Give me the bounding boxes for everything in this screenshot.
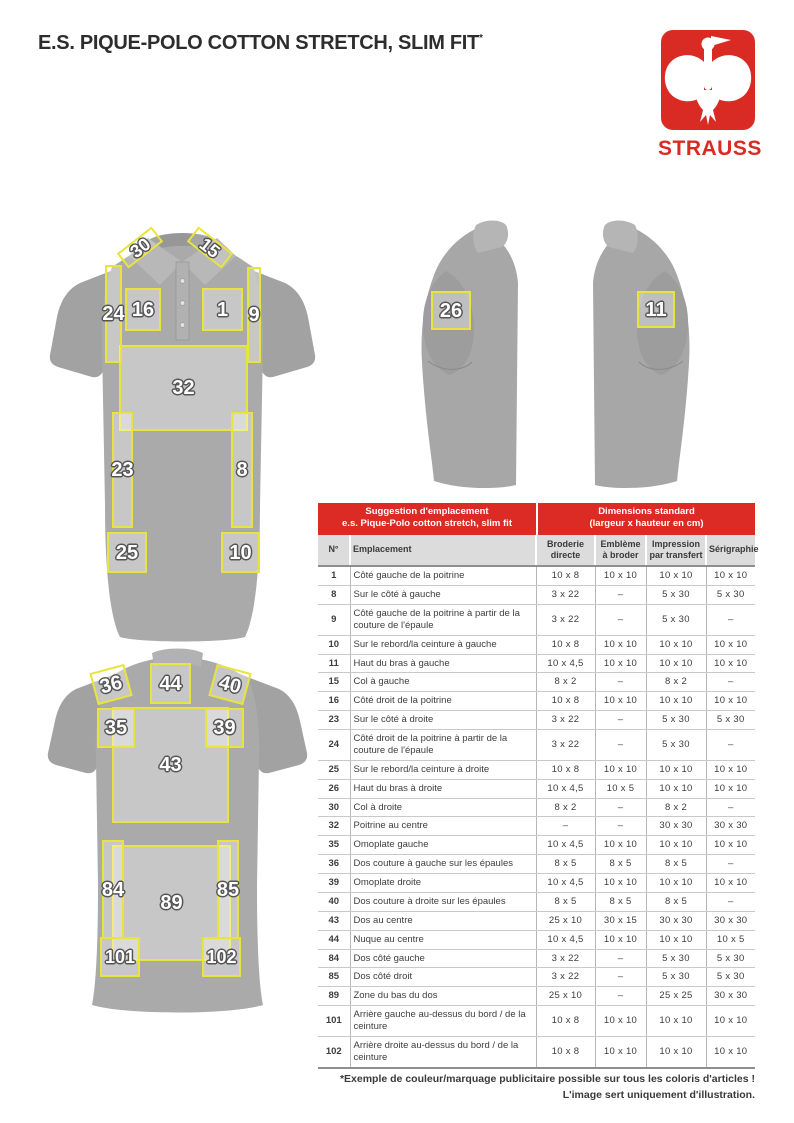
cell-impression: 10 x 10 — [646, 1006, 706, 1037]
cell-impression: 10 x 10 — [646, 566, 706, 585]
cell-impression: 8 x 2 — [646, 798, 706, 817]
cell-number: 44 — [318, 930, 350, 949]
cell-broderie: 3 x 22 — [536, 586, 595, 605]
cell-embleme: 10 x 10 — [595, 654, 646, 673]
cell-serigraphie: 5 x 30 — [706, 968, 755, 987]
cell-emplacement: Côté droit de la poitrine à partir de la couture de l'épaule — [350, 730, 536, 761]
cell-embleme: 10 x 10 — [595, 760, 646, 779]
placement-zone-chest-box-left — [125, 288, 161, 331]
placement-number: 84 — [101, 878, 125, 901]
table-header-placement-line1: Suggestion d'emplacement — [365, 506, 489, 517]
placement-number: 25 — [115, 541, 139, 564]
table-row — [318, 692, 755, 711]
cell-emplacement: Arrière gauche au-dessus du bord / de la ceinture — [350, 1006, 536, 1037]
cell-emplacement: Omoplate droite — [350, 874, 536, 893]
cell-serigraphie: 10 x 10 — [706, 1036, 755, 1067]
table-row — [318, 760, 755, 779]
placement-number: 39 — [213, 717, 236, 739]
table-header-placement-line2: e.s. Pique-Polo cotton stretch, slim fit — [342, 518, 512, 530]
cell-emplacement: Col à droite — [350, 798, 536, 817]
cell-emplacement: Poitrine au centre — [350, 817, 536, 836]
cell-broderie: 10 x 4,5 — [536, 930, 595, 949]
cell-emplacement: Sur le rebord/la ceinture à gauche — [350, 635, 536, 654]
cell-number: 84 — [318, 949, 350, 968]
placement-number: 24 — [102, 303, 125, 325]
cell-number: 9 — [318, 604, 350, 635]
cell-embleme: 30 x 15 — [595, 911, 646, 930]
cell-broderie: 3 x 22 — [536, 949, 595, 968]
cell-impression: 10 x 10 — [646, 635, 706, 654]
cell-emplacement: Dos côté gauche — [350, 949, 536, 968]
footer-note — [340, 1072, 755, 1104]
placement-number: 101 — [104, 947, 136, 967]
table-row — [318, 711, 755, 730]
placement-number: 40 — [216, 670, 244, 699]
cell-impression: 30 x 30 — [646, 911, 706, 930]
placement-number: 1 — [216, 298, 229, 321]
cell-embleme: 8 x 5 — [595, 892, 646, 911]
table-row — [318, 779, 755, 798]
table-row — [318, 892, 755, 911]
placement-number: 9 — [248, 304, 260, 326]
cell-impression: 8 x 5 — [646, 892, 706, 911]
placement-number: 44 — [159, 672, 182, 695]
cell-broderie: 10 x 8 — [536, 692, 595, 711]
cell-serigraphie: 10 x 10 — [706, 654, 755, 673]
cell-impression: 25 x 25 — [646, 987, 706, 1006]
cell-broderie: 10 x 8 — [536, 635, 595, 654]
cell-number: 85 — [318, 968, 350, 987]
placement-zone-shoulder-blade-left — [97, 708, 135, 748]
cell-number: 1 — [318, 566, 350, 585]
cell-emplacement: Nuque au centre — [350, 930, 536, 949]
cell-emplacement: Côté gauche de la poitrine à partir de la couture de l'épaule — [350, 604, 536, 635]
column-header-emplacement: Emplacement — [350, 535, 536, 567]
placement-zone-back-hem-left — [100, 937, 140, 977]
cell-number: 35 — [318, 836, 350, 855]
cell-number: 101 — [318, 1006, 350, 1037]
cell-number: 8 — [318, 586, 350, 605]
cell-emplacement: Sur le côté à gauche — [350, 586, 536, 605]
cell-embleme: 10 x 10 — [595, 692, 646, 711]
table-row — [318, 855, 755, 874]
cell-number: 10 — [318, 635, 350, 654]
cell-broderie: 10 x 8 — [536, 1006, 595, 1037]
cell-broderie: 25 x 10 — [536, 911, 595, 930]
cell-serigraphie: 10 x 10 — [706, 566, 755, 585]
cell-embleme: – — [595, 673, 646, 692]
cell-emplacement: Dos couture à droite sur les épaules — [350, 892, 536, 911]
cell-number: 24 — [318, 730, 350, 761]
table-row — [318, 836, 755, 855]
table-row — [318, 968, 755, 987]
table-row — [318, 566, 755, 585]
column-header-broderie: Broderie directe — [536, 535, 595, 567]
cell-impression: 10 x 10 — [646, 930, 706, 949]
cell-serigraphie: 10 x 10 — [706, 779, 755, 798]
cell-broderie: 8 x 5 — [536, 855, 595, 874]
cell-embleme: 10 x 10 — [595, 566, 646, 585]
cell-serigraphie: 30 x 30 — [706, 911, 755, 930]
back-view — [30, 645, 325, 1017]
cell-serigraphie: – — [706, 892, 755, 911]
placement-number: 26 — [439, 299, 463, 322]
cell-emplacement: Dos au centre — [350, 911, 536, 930]
cell-impression: 10 x 10 — [646, 836, 706, 855]
cell-embleme: 10 x 10 — [595, 836, 646, 855]
cell-emplacement: Sur le côté à droite — [350, 711, 536, 730]
front-view — [30, 205, 335, 647]
cell-impression: 10 x 10 — [646, 654, 706, 673]
cell-serigraphie: 30 x 30 — [706, 987, 755, 1006]
cell-serigraphie: – — [706, 673, 755, 692]
cell-emplacement: Col à gauche — [350, 673, 536, 692]
placement-number: 35 — [104, 717, 128, 739]
brand-logo — [658, 30, 762, 161]
cell-number: 15 — [318, 673, 350, 692]
table-header-dimensions — [538, 503, 755, 535]
placement-zone-hem-left — [107, 532, 147, 573]
cell-broderie: 10 x 4,5 — [536, 654, 595, 673]
cell-serigraphie: – — [706, 730, 755, 761]
table-row — [318, 730, 755, 761]
cell-serigraphie: – — [706, 855, 755, 874]
placement-number: 30 — [125, 233, 155, 262]
table-header-dimensions-line1: Dimensions standard — [598, 506, 695, 517]
cell-serigraphie: 10 x 10 — [706, 692, 755, 711]
cell-emplacement: Haut du bras à gauche — [350, 654, 536, 673]
polo-side-left-illustration — [368, 213, 533, 503]
cell-serigraphie: – — [706, 798, 755, 817]
placement-number: 16 — [131, 298, 155, 321]
placement-number: 23 — [111, 459, 134, 481]
cell-broderie: 8 x 2 — [536, 673, 595, 692]
cell-serigraphie: 5 x 30 — [706, 586, 755, 605]
column-header-row — [318, 535, 755, 567]
cell-impression: 5 x 30 — [646, 730, 706, 761]
table-row — [318, 987, 755, 1006]
cell-number: 23 — [318, 711, 350, 730]
cell-serigraphie: 5 x 30 — [706, 949, 755, 968]
placement-number: 43 — [159, 754, 182, 776]
cell-embleme: 10 x 5 — [595, 779, 646, 798]
placement-zone-shoulder-blade-right — [205, 708, 244, 748]
placement-zone-side-strip-left — [112, 412, 133, 528]
page-title-asterisk: * — [478, 33, 483, 44]
placement-zone-chest-box-right — [202, 288, 243, 331]
placement-number: 10 — [229, 541, 252, 564]
cell-embleme: – — [595, 798, 646, 817]
table-row — [318, 1036, 755, 1067]
cell-number: 16 — [318, 692, 350, 711]
cell-broderie: 3 x 22 — [536, 604, 595, 635]
table-row — [318, 798, 755, 817]
placement-zone-upper-arm-left — [637, 291, 675, 328]
footer-note-line1: *Exemple de couleur/marquage publicitaire possible sur tous les coloris d'articles ! — [339, 1073, 755, 1085]
cell-serigraphie: 10 x 10 — [706, 1006, 755, 1037]
cell-emplacement: Arrière droite au-dessus du bord / de la ceinture — [350, 1036, 536, 1067]
cell-embleme: – — [595, 968, 646, 987]
placement-number: 85 — [216, 878, 240, 901]
side-view-right — [578, 213, 743, 503]
table-row — [318, 817, 755, 836]
placement-zone-back-hem-right — [202, 937, 241, 977]
table-row — [318, 930, 755, 949]
cell-emplacement: Côté droit de la poitrine — [350, 692, 536, 711]
cell-number: 25 — [318, 760, 350, 779]
cell-broderie: 8 x 5 — [536, 892, 595, 911]
cell-impression: 10 x 10 — [646, 1036, 706, 1067]
placement-zone-upper-arm-right — [431, 291, 471, 330]
cell-serigraphie: 10 x 10 — [706, 635, 755, 654]
cell-embleme: – — [595, 949, 646, 968]
cell-impression: 10 x 10 — [646, 779, 706, 798]
table-row — [318, 586, 755, 605]
table-row — [318, 874, 755, 893]
cell-impression: 10 x 10 — [646, 760, 706, 779]
cell-impression: 8 x 5 — [646, 855, 706, 874]
placement-table — [318, 503, 759, 1069]
cell-embleme: 10 x 10 — [595, 635, 646, 654]
cell-broderie: 3 x 22 — [536, 968, 595, 987]
cell-impression: 5 x 30 — [646, 604, 706, 635]
table-row — [318, 604, 755, 635]
cell-emplacement: Haut du bras à droite — [350, 779, 536, 798]
cell-emplacement: Côté gauche de la poitrine — [350, 566, 536, 585]
placement-zone-side-strip-right — [231, 412, 253, 528]
cell-impression: 5 x 30 — [646, 968, 706, 987]
page-title-text: E.S. PIQUE-POLO COTTON STRETCH, SLIM FIT — [38, 32, 479, 54]
cell-number: 36 — [318, 855, 350, 874]
cell-embleme: 8 x 5 — [595, 855, 646, 874]
column-header-no: N° — [318, 535, 350, 567]
cell-broderie: 10 x 4,5 — [536, 836, 595, 855]
cell-number: 11 — [318, 654, 350, 673]
cell-number: 40 — [318, 892, 350, 911]
column-header-serigraphie: Sérigraphie — [706, 535, 755, 567]
table-row — [318, 673, 755, 692]
cell-embleme: 10 x 10 — [595, 874, 646, 893]
cell-serigraphie: – — [706, 604, 755, 635]
side-view-left — [368, 213, 533, 503]
cell-embleme: – — [595, 987, 646, 1006]
table-row — [318, 654, 755, 673]
placement-zone-hem-right — [221, 532, 260, 573]
cell-serigraphie: 10 x 5 — [706, 930, 755, 949]
cell-impression: 5 x 30 — [646, 586, 706, 605]
placement-number: 32 — [172, 377, 195, 399]
cell-impression: 10 x 10 — [646, 692, 706, 711]
cell-emplacement: Dos côté droit — [350, 968, 536, 987]
cell-broderie: 25 x 10 — [536, 987, 595, 1006]
page-title — [38, 32, 483, 55]
column-header-impression: Impression par transfert — [646, 535, 706, 567]
cell-broderie: 3 x 22 — [536, 711, 595, 730]
cell-impression: 8 x 2 — [646, 673, 706, 692]
cell-impression: 10 x 10 — [646, 874, 706, 893]
cell-emplacement: Zone du bas du dos — [350, 987, 536, 1006]
placement-zone-chest-seam-left — [102, 265, 125, 363]
brand-logo-box — [661, 30, 755, 130]
cell-embleme: – — [595, 817, 646, 836]
placement-zone-neck-center — [150, 663, 191, 704]
cell-embleme: 10 x 10 — [595, 1006, 646, 1037]
table-row — [318, 911, 755, 930]
cell-broderie: 8 x 2 — [536, 798, 595, 817]
polo-side-right-illustration — [578, 213, 743, 503]
table-header-dimensions-line2: (largeur x hauteur en cm) — [589, 518, 704, 530]
cell-serigraphie: 10 x 10 — [706, 874, 755, 893]
brand-wordmark: STRAUSS — [658, 137, 762, 160]
cell-embleme: – — [595, 604, 646, 635]
placement-zone-back-side-right — [217, 840, 239, 939]
cell-serigraphie: 10 x 10 — [706, 836, 755, 855]
cell-impression: 5 x 30 — [646, 711, 706, 730]
cell-broderie: 10 x 4,5 — [536, 779, 595, 798]
cell-emplacement: Dos couture à gauche sur les épaules — [350, 855, 536, 874]
table-row — [318, 635, 755, 654]
table-row — [318, 949, 755, 968]
cell-number: 26 — [318, 779, 350, 798]
cell-broderie: 10 x 8 — [536, 566, 595, 585]
cell-broderie: 10 x 8 — [536, 1036, 595, 1067]
cell-broderie: – — [536, 817, 595, 836]
cell-number: 30 — [318, 798, 350, 817]
placement-number: 89 — [160, 892, 183, 914]
table-row — [318, 1006, 755, 1037]
footer-note-line2: L'image sert uniquement d'illustration. — [562, 1088, 755, 1101]
column-header-embleme: Emblème à broder — [595, 535, 646, 567]
placement-grid — [318, 535, 759, 1069]
cell-emplacement: Omoplate gauche — [350, 836, 536, 855]
strauss-ostrich-icon — [661, 30, 755, 130]
cell-number: 39 — [318, 874, 350, 893]
placement-zone-back-side-left — [102, 840, 124, 939]
cell-embleme: 10 x 10 — [595, 930, 646, 949]
cell-broderie: 10 x 8 — [536, 760, 595, 779]
cell-number: 89 — [318, 987, 350, 1006]
placement-zone-chest-seam-right — [247, 267, 261, 363]
cell-embleme: – — [595, 586, 646, 605]
cell-embleme: – — [595, 730, 646, 761]
table-red-header — [318, 503, 755, 535]
placement-zone-chest-center — [119, 345, 248, 431]
cell-serigraphie: 5 x 30 — [706, 711, 755, 730]
placement-number: 11 — [645, 298, 667, 321]
cell-serigraphie: 10 x 10 — [706, 760, 755, 779]
placement-number: 15 — [195, 233, 225, 262]
cell-broderie: 10 x 4,5 — [536, 874, 595, 893]
cell-serigraphie: 30 x 30 — [706, 817, 755, 836]
cell-impression: 30 x 30 — [646, 817, 706, 836]
table-header-placement — [318, 503, 536, 535]
cell-number: 43 — [318, 911, 350, 930]
cell-embleme: – — [595, 711, 646, 730]
cell-impression: 5 x 30 — [646, 949, 706, 968]
cell-number: 32 — [318, 817, 350, 836]
placement-number: 8 — [236, 459, 248, 481]
placement-number: 102 — [206, 947, 237, 967]
cell-embleme: 10 x 10 — [595, 1036, 646, 1067]
cell-broderie: 3 x 22 — [536, 730, 595, 761]
cell-emplacement: Sur le rebord/la ceinture à droite — [350, 760, 536, 779]
placement-number: 36 — [97, 670, 125, 699]
cell-number: 102 — [318, 1036, 350, 1067]
